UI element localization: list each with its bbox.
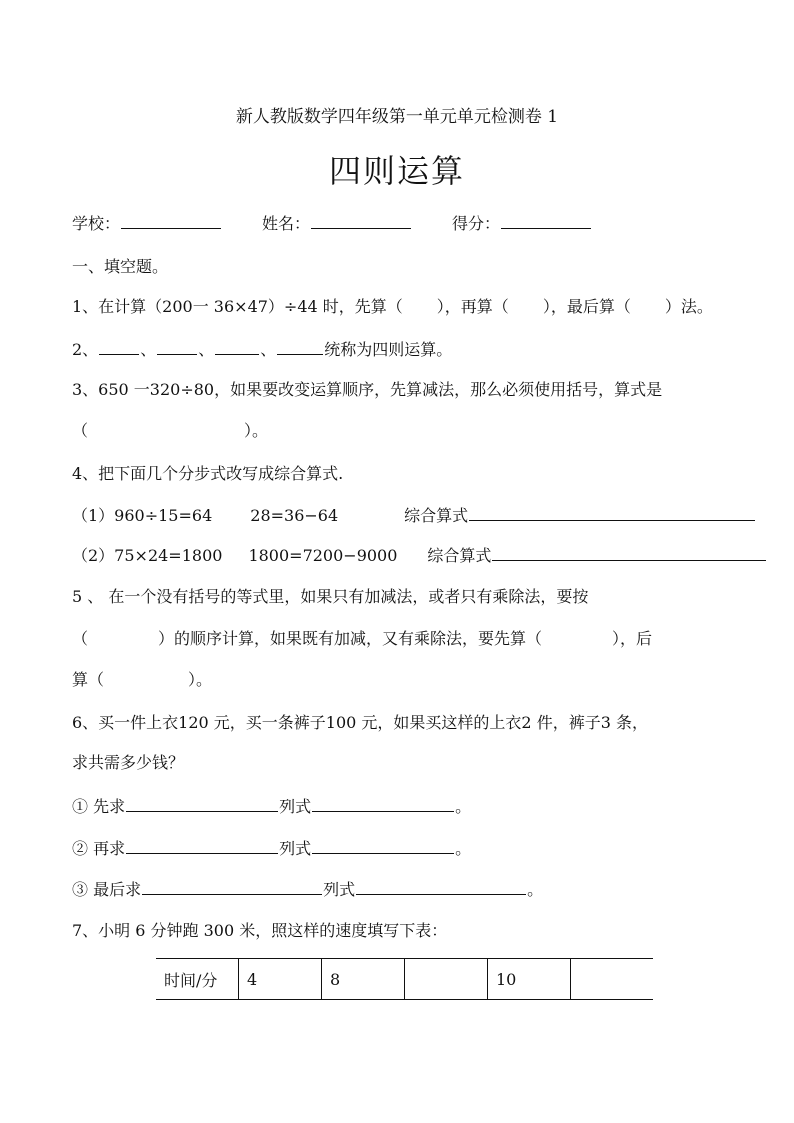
q5-line3-close: ）。 [188, 670, 213, 689]
score-label: 得分： [452, 214, 501, 233]
q4-row1-answer[interactable] [469, 504, 755, 521]
q6-step2-end: 。 [455, 839, 472, 858]
q2-blank-2[interactable] [157, 338, 197, 355]
question-6-line-1: 6、买一件上衣120 元，买一条裤子100 元，如果买这样的上衣2 件，裤子3 条， [72, 713, 648, 732]
info-row [72, 212, 592, 235]
table-cell: 4 [239, 959, 322, 1000]
section-heading: 一、填空题。 [72, 257, 169, 276]
question-4-heading: 4、把下面几个分步式改写成综合算式. [72, 464, 344, 483]
q6-step3-blank[interactable] [142, 878, 322, 895]
q6-step1-formula[interactable] [312, 795, 454, 812]
score-field[interactable] [501, 212, 591, 229]
q3-close: ）。 [244, 421, 269, 440]
q2-sep-3: 、 [260, 340, 277, 359]
q6-step3-formula-label: 列式 [323, 880, 356, 899]
question-5-line-3 [72, 669, 212, 691]
q2-prefix: 2、 [72, 340, 99, 359]
q4-row1-step-b: 28=36−64 [250, 506, 339, 525]
q6-step1-label: ① 先求 [72, 797, 126, 816]
q6-step1-formula-label: 列式 [279, 797, 312, 816]
question-6-step-3 [72, 878, 543, 901]
question-6-step-2 [72, 837, 471, 860]
q2-suffix: 统称为四则运算。 [324, 340, 453, 359]
q4-row1-step-a: （1）960÷15=64 [72, 506, 213, 525]
question-3-line-2 [72, 420, 268, 442]
q6-step3-formula[interactable] [356, 878, 526, 895]
q6-step1-end: 。 [455, 797, 472, 816]
q6-step2-label: ② 再求 [72, 839, 126, 858]
table-cell: 8 [322, 959, 405, 1000]
speed-table [156, 958, 653, 1000]
q4-row1-label: 综合算式 [404, 506, 469, 525]
q4-row2-answer[interactable] [492, 544, 766, 561]
school-field[interactable] [121, 212, 221, 229]
q5-open-1: （ [72, 629, 89, 648]
table-cell-empty[interactable] [405, 959, 488, 1000]
q2-sep-2: 、 [198, 340, 215, 359]
q2-blank-4[interactable] [277, 338, 323, 355]
question-2 [72, 338, 452, 361]
q1-text-c: ），最后算（ [542, 297, 631, 316]
q1-text-a: 1、在计算（200一 36×47）÷44 时，先算（ [72, 297, 403, 316]
school-label: 学校： [72, 214, 121, 233]
worksheet-title: 四则运算 [328, 152, 465, 190]
q6-step2-formula-label: 列式 [279, 839, 312, 858]
q4-row2-step-b: 1800=7200−9000 [248, 546, 398, 565]
question-5-line-1: 5 、 在一个没有括号的等式里，如果只有加减法，或者只有乘除法，要按 [72, 587, 589, 606]
q2-blank-1[interactable] [99, 338, 139, 355]
q6-step3-label: ③ 最后求 [72, 880, 142, 899]
worksheet-subtitle: 新人教版数学四年级第一单元单元检测卷 1 [235, 107, 559, 127]
name-label: 姓名： [262, 214, 311, 233]
table-header-cell: 时间/分 [156, 959, 239, 1000]
q4-row2-label: 综合算式 [427, 546, 492, 565]
question-6-line-2: 求共需多少钱？ [72, 753, 185, 772]
q5-line3-open: 算（ [72, 670, 105, 689]
q3-open: （ [72, 421, 89, 440]
question-4-row-1 [72, 504, 756, 527]
question-1 [72, 296, 713, 318]
question-3-line-1: 3、650 一320÷80，如果要改变运算顺序，先算减法，那么必须使用括号，算式是 [72, 380, 663, 399]
q5-after-text: ），后 [612, 629, 653, 648]
q2-sep-1: 、 [140, 340, 157, 359]
q1-text-d: ）法。 [664, 297, 713, 316]
q6-step2-formula[interactable] [312, 837, 454, 854]
q5-middle-text: ）的顺序计算，如果既有加减，又有乘除法，要先算（ [158, 629, 543, 648]
table-cell-empty[interactable] [571, 959, 654, 1000]
name-field[interactable] [311, 212, 411, 229]
question-6-step-1 [72, 795, 471, 818]
question-4-row-2 [72, 544, 767, 567]
table-row [156, 959, 653, 1000]
question-5-line-2 [72, 628, 652, 650]
table-cell: 10 [488, 959, 571, 1000]
q6-step2-blank[interactable] [126, 837, 278, 854]
q4-row2-step-a: （2）75×24=1800 [72, 546, 223, 565]
q6-step1-blank[interactable] [126, 795, 278, 812]
q6-step3-end: 。 [527, 880, 544, 899]
q2-blank-3[interactable] [215, 338, 259, 355]
q1-text-b: ），再算（ [436, 297, 509, 316]
question-7-text: 7、小明 6 分钟跑 300 米，照这样的速度填写下表： [72, 921, 448, 940]
